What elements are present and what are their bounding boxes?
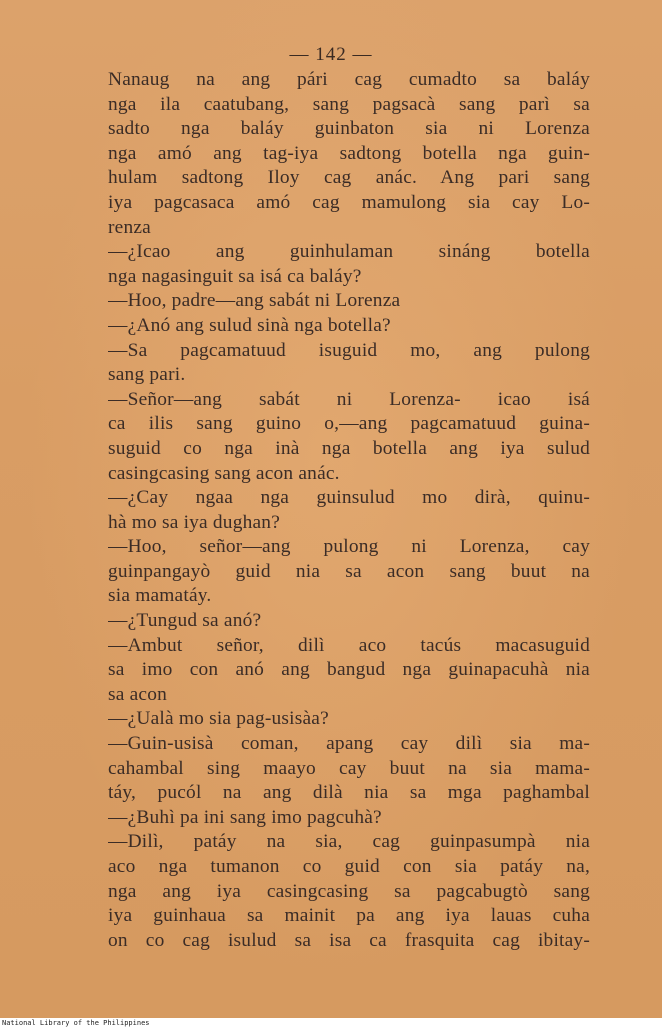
body-text (108, 68, 590, 953)
page-number: — 142 — (289, 44, 373, 65)
text-line: sadto nga baláy guinbaton sia ni Lorenza (108, 118, 590, 140)
text-line: nga nagasinguit sa isá ca baláy? (108, 265, 362, 287)
text-line: —¿Tungud sa anó? (108, 610, 262, 632)
text-line: guinpangayò guid nia sa acon sang buut na (108, 560, 590, 582)
text-line: —Dilì, patáy na sia, cag guinpasumpà nia (108, 831, 590, 853)
text-line: cahambal sing maayo cay buut na sia mama- (108, 757, 590, 779)
text-line: on co cag isulud sa isa ca frasquita cag ibitay- (108, 929, 590, 951)
text-line: —Ambut señor, dilì aco tacús macasuguid (108, 634, 590, 656)
text-line: —Guin-usisà coman, apang cay dilì sia ma- (108, 733, 590, 755)
text-line: —Hoo, señor—ang pulong ni Lorenza, cay (108, 536, 590, 558)
text-line: —Señor—ang sabát ni Lorenza- icao isá (108, 388, 590, 410)
text-line: ca ilis sang guino o,—ang pagcamatuud guina- (108, 413, 590, 435)
text-line: —¿Icao ang guinhulaman sináng botella (108, 241, 590, 263)
text-line: —Sa pagcamatuud isuguid mo, ang pulong (108, 339, 590, 361)
text-line: táy, pucól na ang dilà nia sa mga paghambal (108, 782, 590, 804)
text-line: Nanaug na ang pári cag cumadto sa baláy (108, 69, 590, 90)
text-line: nga ang iya casingcasing sa pagcabugtò sang (108, 880, 590, 902)
text-line: suguid co nga inà nga botella ang iya sulud (108, 437, 590, 459)
text-line: sa imo con anó ang bangud nga guinapacuhà nia (108, 659, 590, 681)
text-line: sia mamatáy. (108, 585, 212, 607)
text-line: nga ila caatubang, sang pagsacà sang parì sa (108, 93, 590, 115)
footer-bar (0, 1018, 662, 1028)
text-line: casingcasing sang acon anác. (108, 462, 340, 484)
text-line: —¿Ualà mo sia pag-usisàa? (108, 708, 329, 730)
text-line: aco nga tumanon co guid con sia patáy na, (108, 856, 590, 877)
text-line: hulam sadtong Iloy cag anác. Ang pari sang (108, 167, 590, 189)
text-line: sa acon (108, 683, 168, 705)
text-line: nga amó ang tag-iya sadtong botella nga guin- (108, 142, 590, 164)
text-line: sang pari. (108, 364, 186, 386)
footer-credit: National Library of the Philippines (2, 1019, 150, 1027)
text-line: renza (108, 216, 151, 238)
text-line: hà mo sa iya dughan? (108, 511, 281, 533)
text-line: iya guinhaua sa mainit pa ang iya lauas cuha (108, 905, 590, 927)
text-line: —¿Anó ang sulud sinà nga botella? (108, 314, 391, 336)
text-line: —Hoo, padre—ang sabát ni Lorenza (108, 290, 401, 312)
text-line: —¿Buhì pa ini sang imo pagcuhà? (108, 806, 382, 828)
text-line: —¿Cay ngaa nga guinsulud mo dirà, quinu- (108, 487, 590, 509)
text-line: iya pagcasaca amó cag mamulong sia cay Lo- (108, 191, 590, 213)
